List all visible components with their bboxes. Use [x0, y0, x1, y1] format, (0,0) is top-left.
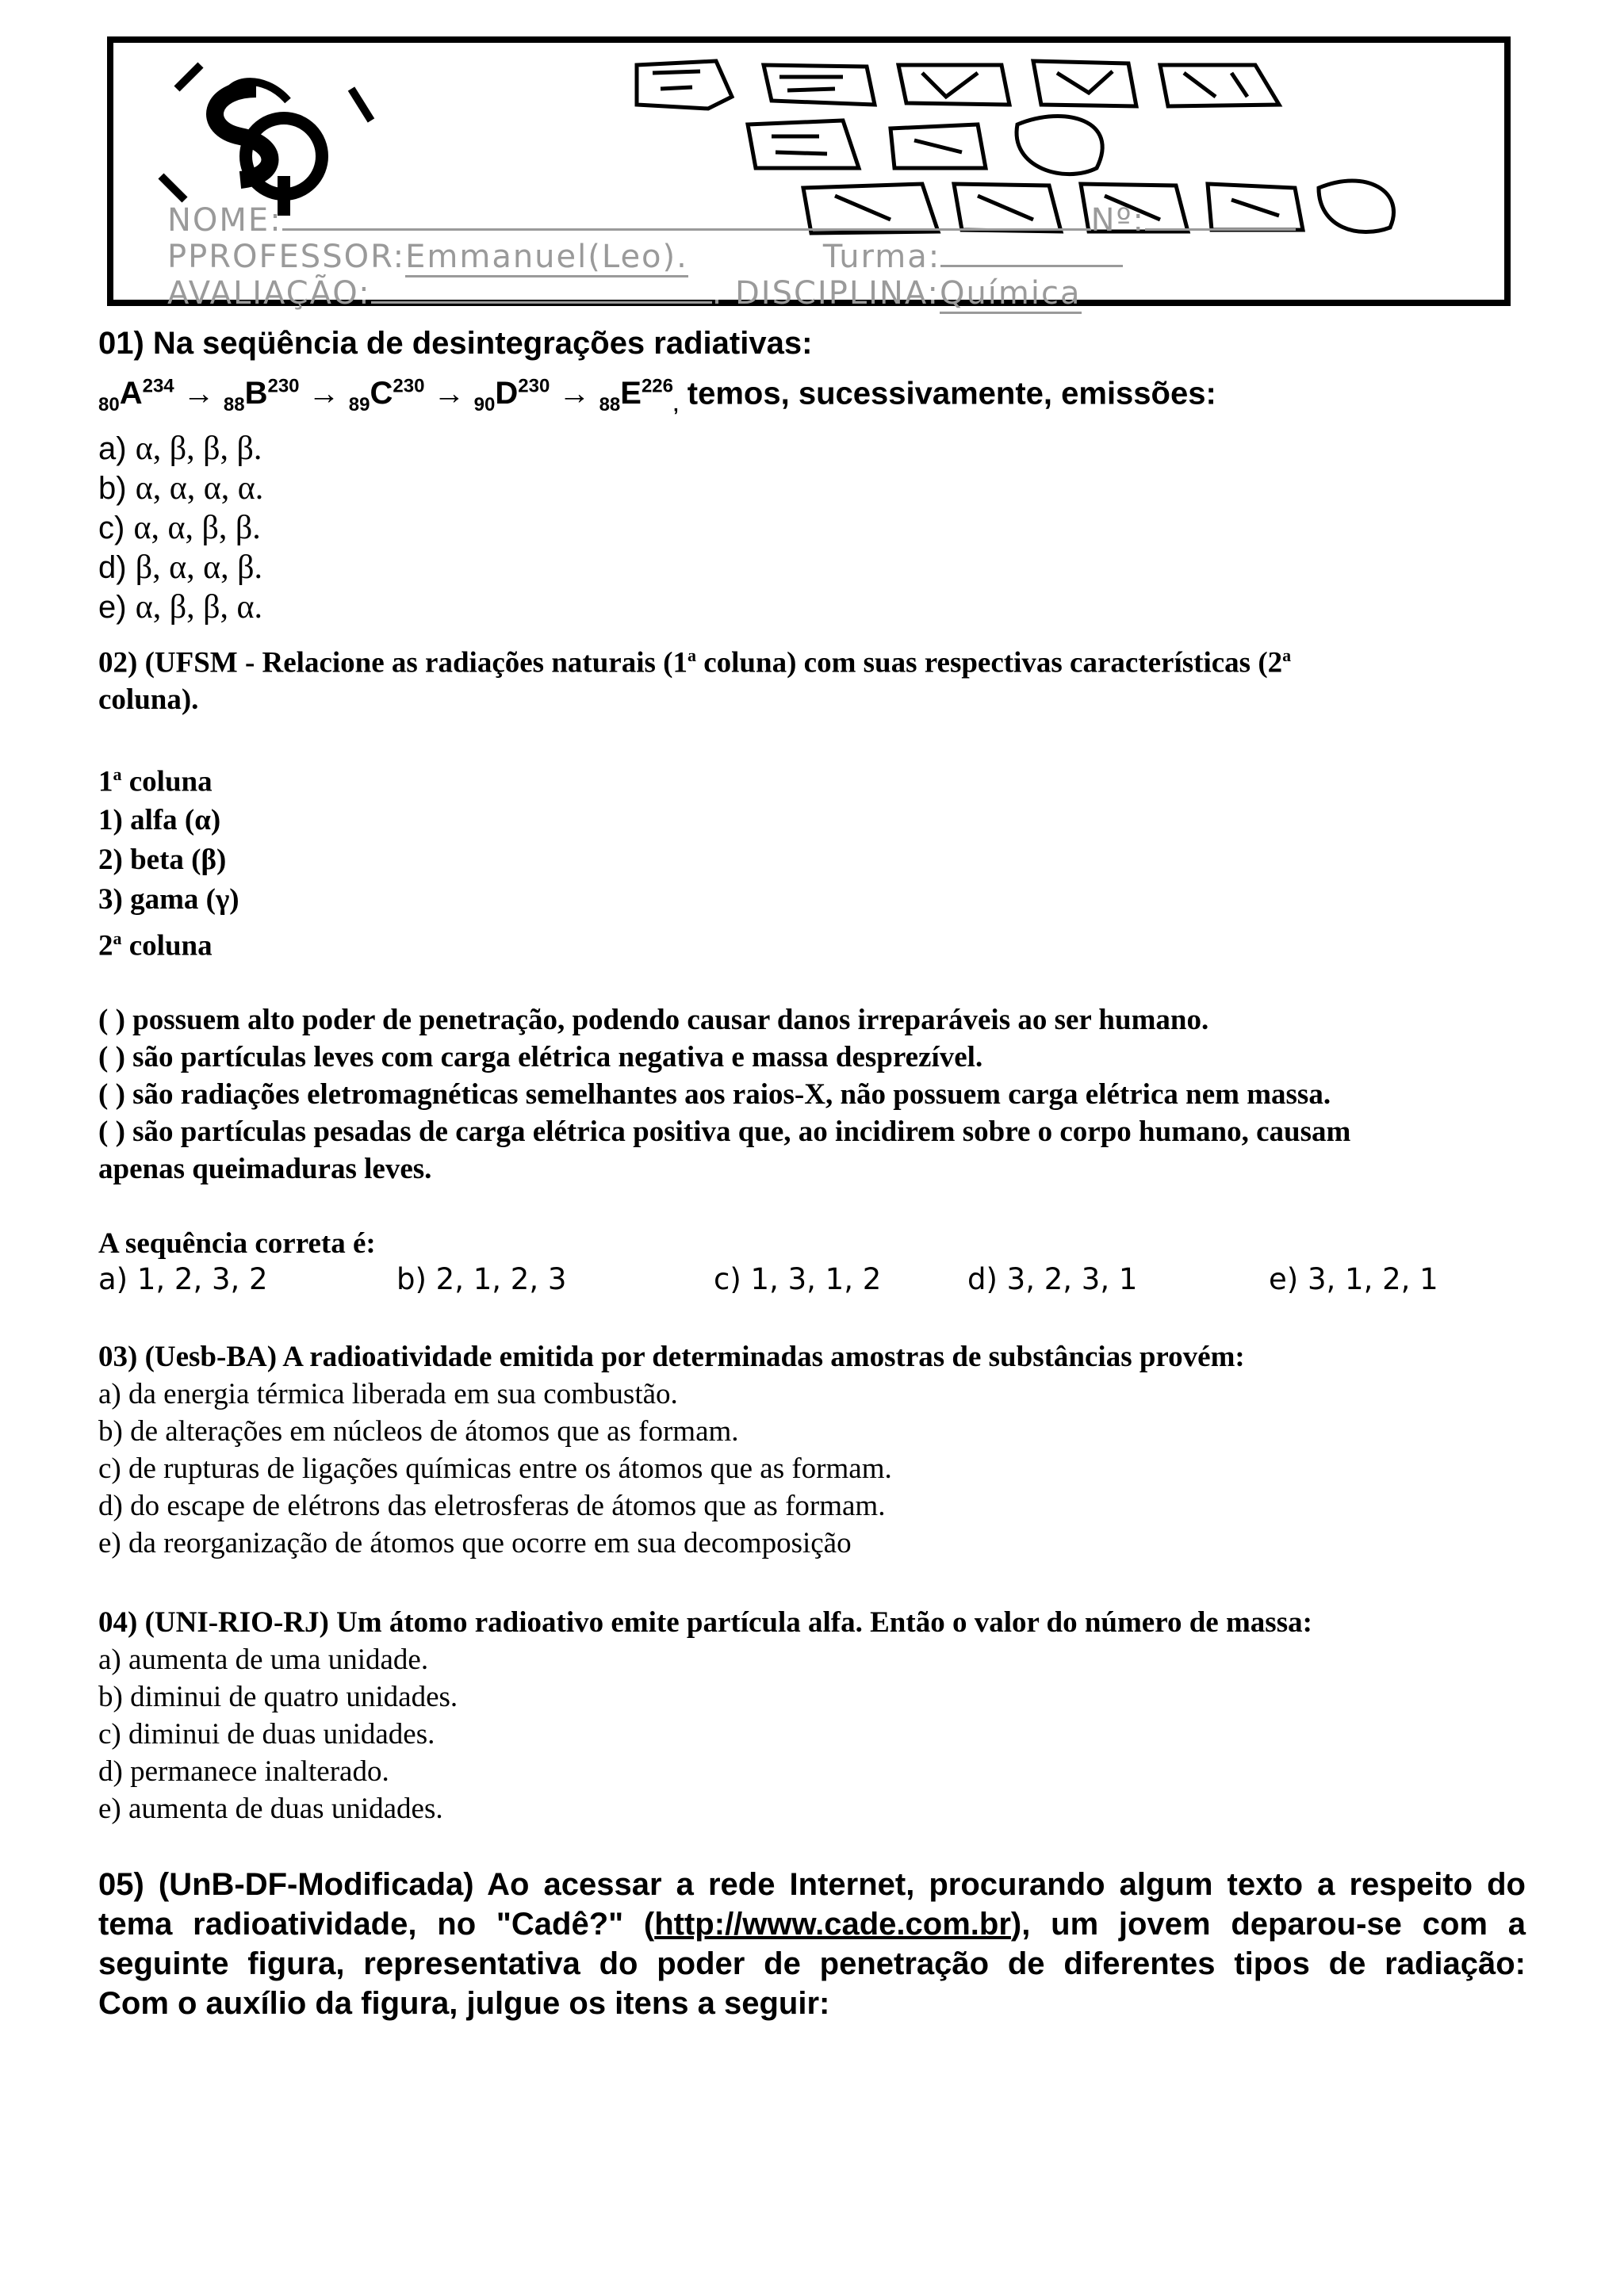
- cade-link[interactable]: http://www.cade.com.br: [654, 1907, 1011, 1942]
- column-1-item-gama: 3) gama (γ): [98, 882, 239, 916]
- evaluation-field-row: [167, 271, 1082, 314]
- question-5-line1: 05) (UnB-DF-Modificada) Ao acessar a rede Internet, procurando algum texto a respeito do: [98, 1867, 1526, 1902]
- q1-option-a[interactable]: a) α, β, β, β.: [98, 430, 262, 468]
- evaluation-label: AVALIAÇÃO:: [167, 275, 371, 312]
- q3-option-d[interactable]: d) do escape de elétrons das eletrosferas de átomos que as formam.: [98, 1490, 886, 1522]
- statement-1[interactable]: ( ) possuem alto poder de penetração, podendo causar danos irreparáveis ao ser humano.: [98, 1003, 1209, 1036]
- nuclide-c: $_{89}C^{230}$: [348, 376, 425, 416]
- q1-option-e[interactable]: e) α, β, β, α.: [98, 589, 262, 626]
- q1-option-d[interactable]: d) β, α, α, β.: [98, 549, 262, 587]
- q3-option-a[interactable]: a) da energia térmica liberada em sua combustão.: [98, 1378, 678, 1410]
- question-2-title-line2: coluna).: [98, 683, 199, 717]
- question-5-line2: tema radioatividade, no "Cadê?" (http://www.cade.com.br), um jovem deparou-se com a: [98, 1907, 1526, 1942]
- number-input-line[interactable]: [1145, 198, 1296, 231]
- question-5-line3: seguinte figura, representativa do poder de penetração de diferentes tipos de radiação:: [98, 1946, 1526, 1981]
- turma-input-line[interactable]: [940, 235, 1123, 267]
- question-5-line4: Com o auxílio da figura, julgue os itens a seguir:: [98, 1986, 830, 2021]
- arrow-icon: →: [558, 376, 591, 411]
- arrow-icon: →: [433, 376, 465, 411]
- question-4-title: 04) (UNI-RIO-RJ) Um átomo radioativo emite partícula alfa. Então o valor do número de massa:: [98, 1606, 1312, 1639]
- statement-3[interactable]: ( ) são radiações eletromagnéticas semelhantes aos raios-X, não possuem carga elétrica nem massa.: [98, 1077, 1331, 1111]
- q4-option-c[interactable]: c) diminui de duas unidades.: [98, 1718, 435, 1751]
- arrow-icon: →: [308, 376, 340, 411]
- statement-4[interactable]: ( ) são partículas pesadas de carga elétrica positiva que, ao incidirem sobre o corpo humano, causam: [98, 1115, 1351, 1148]
- sequence-label: A sequência correta é:: [98, 1226, 376, 1260]
- question-5: [98, 1865, 1526, 2023]
- column-1-item-beta: 2) beta (β): [98, 843, 227, 876]
- name-field-row: [167, 198, 1296, 239]
- q2-option-e[interactable]: e) 3, 1, 2, 1: [1269, 1261, 1438, 1296]
- q4-option-b[interactable]: b) diminui de quatro unidades.: [98, 1681, 458, 1713]
- q3-option-c[interactable]: c) de rupturas de ligações químicas entre os átomos que as formam.: [98, 1452, 892, 1485]
- q2-option-b[interactable]: b) 2, 1, 2, 3: [396, 1261, 567, 1296]
- question-1-title: 01) Na seqüência de desintegrações radiativas:: [98, 326, 813, 361]
- discipline-value: Química: [940, 275, 1082, 314]
- name-label: NOME:: [167, 202, 282, 239]
- header-box: [107, 36, 1511, 312]
- q4-option-e[interactable]: e) aumenta de duas unidades.: [98, 1793, 443, 1825]
- number-label: Nº:: [1090, 202, 1145, 239]
- arrow-icon: →: [182, 376, 215, 411]
- discipline-label: . DISCIPLINA:: [711, 275, 940, 312]
- q2-option-c[interactable]: c) 1, 3, 1, 2: [714, 1261, 882, 1296]
- q4-option-d[interactable]: d) permanece inalterado.: [98, 1755, 389, 1788]
- nuclide-e: $_{88}E^{226}$: [599, 376, 673, 416]
- column-1-item-alfa: 1) alfa (α): [98, 803, 221, 836]
- decay-chain-tail: temos, sucessivamente, emissões:: [678, 376, 1216, 411]
- nuclide-d: $_{90}D^{230}$: [473, 376, 550, 416]
- nuclide-b: $_{88}B^{230}$: [223, 376, 300, 416]
- question-2: [98, 637, 1526, 1307]
- q4-option-a[interactable]: a) aumenta de uma unidade.: [98, 1644, 429, 1676]
- school-logo: [145, 57, 589, 216]
- q3-option-b[interactable]: b) de alterações em núcleos de átomos que as formam.: [98, 1415, 739, 1448]
- question-3: [98, 1338, 1526, 1562]
- statement-4-continued: apenas queimaduras leves.: [98, 1152, 432, 1185]
- evaluation-input-line[interactable]: [371, 271, 712, 304]
- q1-option-c[interactable]: c) α, α, β, β.: [98, 510, 261, 547]
- decay-chain: $_{80}A^{234} \to _{88}B^{230} \to _{89}C^{230} \to _{90}D^{230} \to _{88}E^{226}_,$ temos, sucessivamente, emissões:: [98, 376, 1216, 416]
- q3-option-e[interactable]: e) da reorganização de átomos que ocorre em sua decomposição: [98, 1527, 852, 1559]
- question-2-title-line1: 02) (UFSM - Relacione as radiações naturais (1$^a$ coluna) com suas respectivas características (2$^a$: [98, 645, 1292, 679]
- q1-option-b[interactable]: b) α, α, α, α.: [98, 470, 264, 507]
- q2-option-a[interactable]: a) 1, 2, 3, 2: [98, 1261, 268, 1296]
- column-1-heading: 1$^a$ coluna: [98, 764, 213, 798]
- question-4: [98, 1604, 1526, 1827]
- question-1: [98, 323, 1526, 627]
- professor-label: PPROFESSOR:: [167, 239, 406, 275]
- name-input-line[interactable]: [282, 198, 1091, 231]
- professor-value: Emmanuel(Leo).: [405, 239, 688, 277]
- column-2-heading: 2$^a$ coluna: [98, 928, 213, 962]
- statement-2[interactable]: ( ) são partículas leves com carga elétrica negativa e massa desprezível.: [98, 1040, 983, 1073]
- question-3-title: 03) (Uesb-BA) A radioatividade emitida por determinadas amostras de substâncias provém:: [98, 1341, 1245, 1373]
- turma-label: Turma:: [822, 239, 941, 275]
- q2-answer-row: [98, 1262, 1526, 1307]
- nuclide-a: $_{80}A^{234}$: [98, 376, 174, 416]
- q2-option-d[interactable]: d) 3, 2, 3, 1: [967, 1261, 1138, 1296]
